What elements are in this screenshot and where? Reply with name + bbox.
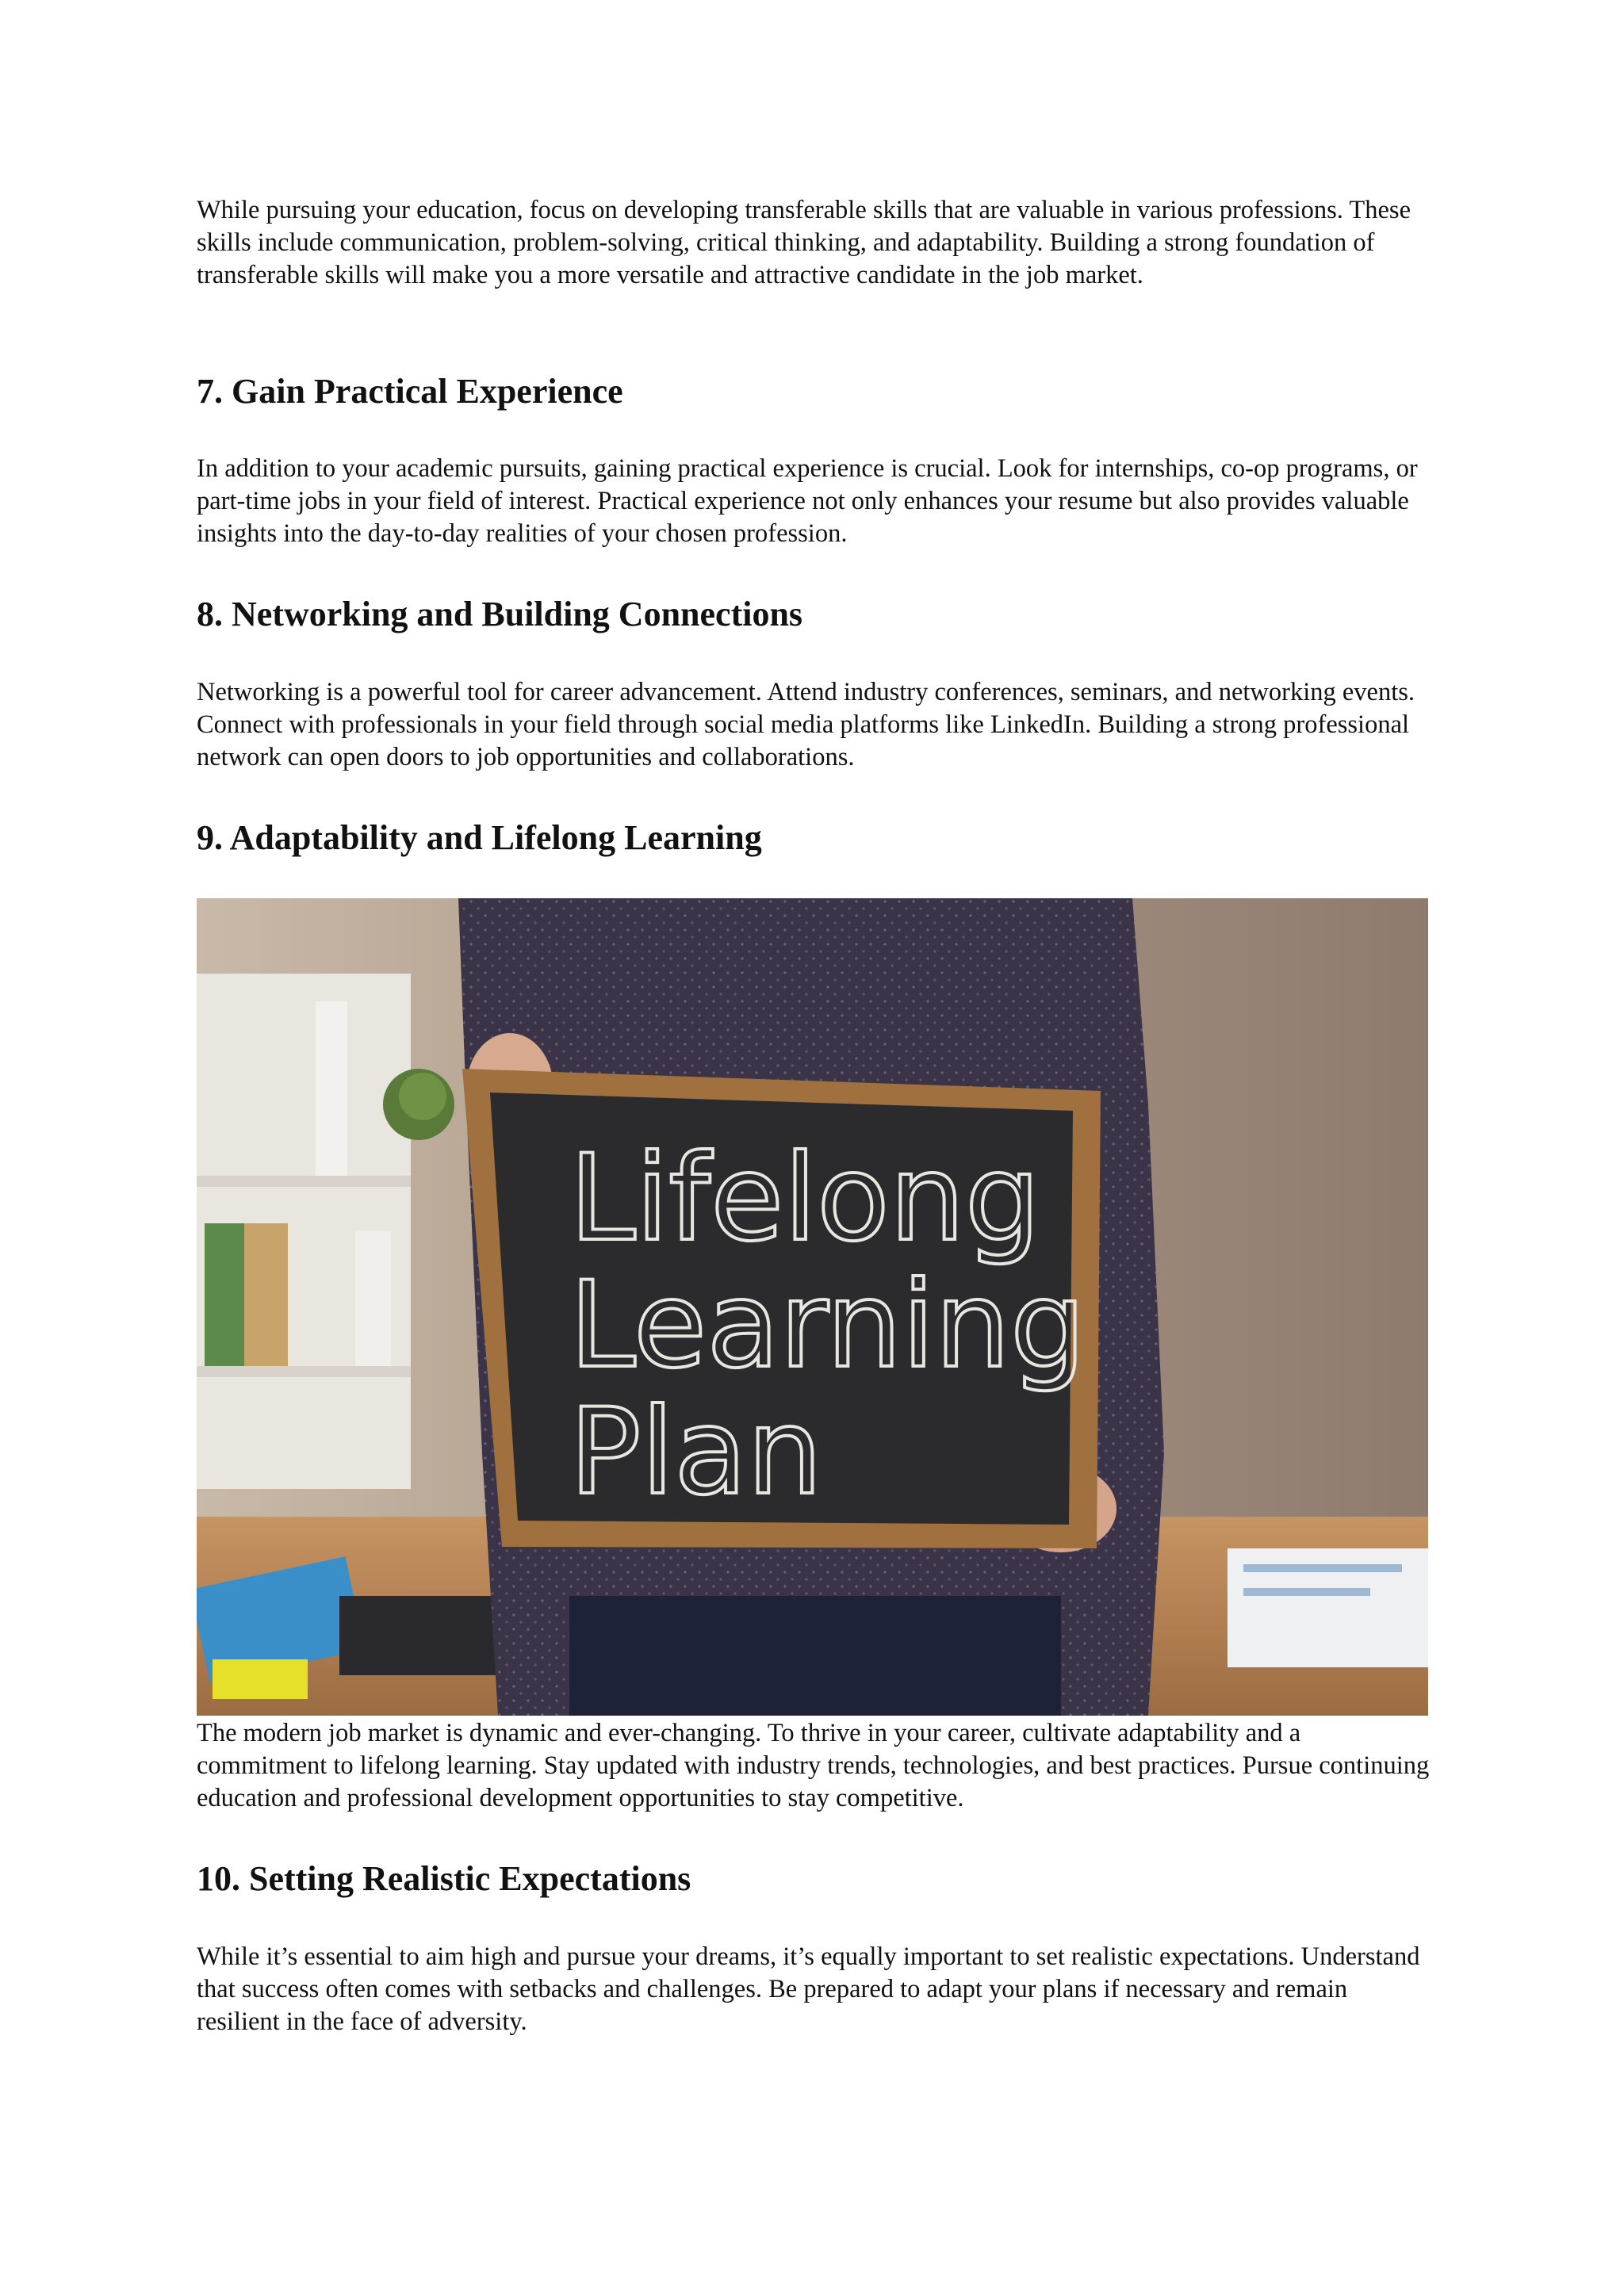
heading-realistic-expectations: 10. Setting Realistic Expectations <box>197 1859 691 1898</box>
heading-gain-practical-experience: 7. Gain Practical Experience <box>197 372 623 411</box>
board-line-3: Plan <box>569 1383 823 1521</box>
board-line-2: Learning <box>569 1257 1086 1395</box>
paragraph-realistic-expectations: While it’s essential to aim high and pursue your dreams, it’s equally important to set realistic expectations. Understand that success often comes with setbacks and challenges. Be prepared to adapt your plans if necessary and remain resilient in the face of adversity. <box>197 1942 1420 2036</box>
paragraph-networking: Networking is a powerful tool for career advancement. Attend industry conferences, seminars, and networking events. Connect with professionals in your field through social media platforms like LinkedIn. Building a strong professional network can open doors to job opportunities and collaborations. <box>197 678 1415 771</box>
heading-adaptability: 9. Adaptability and Lifelong Learning <box>197 818 762 857</box>
intro-paragraph: While pursuing your education, focus on developing transferable skills that are valuable in various professions. These skills include communication, problem-solving, critical thinking, and adaptability. Building a strong foundation of transferable skills will make you a more versatile and attractive candidate in the job market. <box>197 196 1411 289</box>
board-line-1: Lifelong <box>569 1130 1041 1268</box>
heading-networking: 8. Networking and Building Connections <box>197 595 803 633</box>
paragraph-gain-practical-experience: In addition to your academic pursuits, gaining practical experience is crucial. Look for internships, co-op programs, or part-time jobs in your field of interest. Practical experience not only enhances your resume but also provides valuable insights into the day-to-day realities of your chosen profession. <box>197 454 1418 548</box>
paragraph-adaptability: The modern job market is dynamic and ever-changing. To thrive in your career, cultivate adaptability and a commitment to lifelong learning. Stay updated with industry trends, technologies, and best practices. Pursue continuing education and professional development opportunities to stay competitive. <box>197 1719 1430 1812</box>
lifelong-learning-photo <box>197 898 1428 1716</box>
